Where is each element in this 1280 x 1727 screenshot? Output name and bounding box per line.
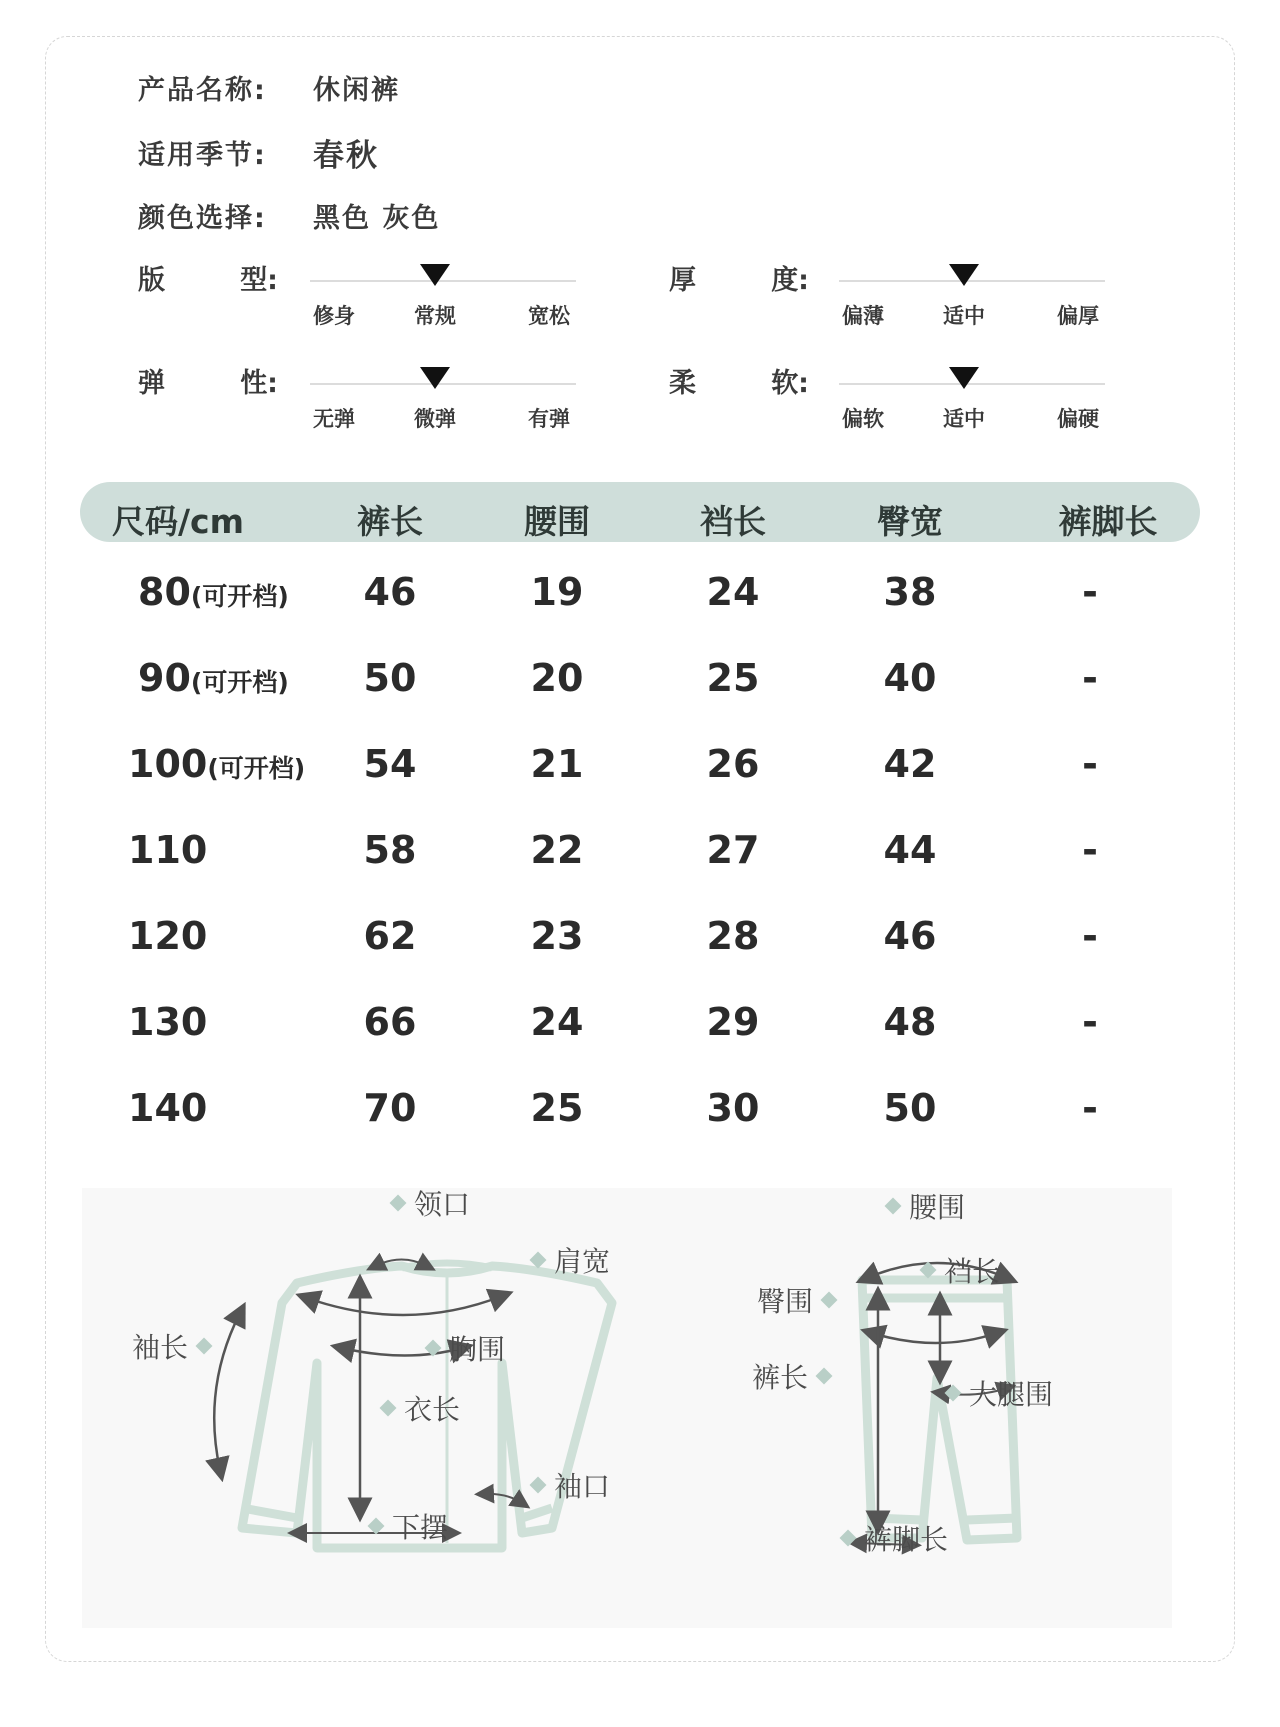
label-hip: 臀围: [757, 1280, 845, 1320]
cell-size: 140: [128, 1086, 208, 1130]
scale-marker: [420, 264, 450, 286]
color-label: 颜色选择:: [138, 203, 267, 234]
scale-option: 常规: [414, 304, 456, 328]
measurement-diagram: [82, 1188, 1172, 1628]
scale-option: 无弹: [313, 407, 355, 431]
label-cuff: 袖口: [522, 1465, 610, 1505]
header-leg-opening: 裤脚长: [1058, 502, 1158, 541]
table-cell: 44: [883, 828, 937, 872]
season-row: [138, 130, 379, 175]
table-cell: 25: [530, 1086, 584, 1130]
label-length: 衣长: [372, 1388, 460, 1428]
table-cell: 62: [363, 914, 417, 958]
scale-label: 厚 度:: [669, 265, 809, 296]
header-pants-length: 裤长: [357, 502, 423, 541]
table-cell: 58: [363, 828, 417, 872]
label-leg-opening: 裤脚长: [832, 1518, 948, 1558]
table-cell: 50: [363, 656, 417, 700]
label-collar: 领口: [382, 1183, 470, 1223]
scale-option: 偏薄: [842, 304, 884, 328]
label-hem: 下摆: [360, 1506, 448, 1546]
cell-size: 110: [128, 828, 208, 872]
header-rise: 裆长: [700, 502, 766, 541]
table-cell: 30: [706, 1086, 760, 1130]
label-shoulder: 肩宽: [522, 1240, 610, 1280]
table-cell: -: [1082, 1000, 1098, 1044]
color-value: 黑色 灰色: [313, 203, 441, 234]
cell-size: 130: [128, 1000, 208, 1044]
table-cell: 40: [883, 656, 937, 700]
table-cell: 27: [706, 828, 760, 872]
header-hip: 臀宽: [877, 502, 943, 541]
table-cell: 28: [706, 914, 760, 958]
scale-option: 适中: [943, 407, 985, 431]
scale-option: 有弹: [528, 407, 570, 431]
label-pants-length: 裤长: [752, 1356, 840, 1396]
scale-option: 宽松: [528, 304, 570, 328]
header-waist: 腰围: [524, 502, 590, 541]
scale-label: 弹 性:: [138, 368, 278, 399]
label-chest: 胸围: [417, 1328, 505, 1368]
label-thigh: 大腿围: [937, 1373, 1053, 1413]
season-label: 适用季节:: [138, 140, 267, 171]
table-cell: 46: [883, 914, 937, 958]
table-cell: 24: [530, 1000, 584, 1044]
scale-option: 适中: [943, 304, 985, 328]
cell-size: 80(可开档): [138, 570, 289, 614]
size-table-header: [80, 482, 1200, 542]
scale-label: 柔 软:: [669, 368, 809, 399]
season-value: 春秋: [313, 138, 379, 174]
scale-option: 修身: [313, 304, 355, 328]
scale-option: 微弹: [414, 407, 456, 431]
scale-option: 偏软: [842, 407, 884, 431]
table-cell: 66: [363, 1000, 417, 1044]
header-size: 尺码/cm: [112, 502, 244, 541]
table-cell: 46: [363, 570, 417, 614]
table-cell: 19: [530, 570, 584, 614]
color-row: [138, 196, 440, 235]
table-cell: 25: [706, 656, 760, 700]
cell-size: 100(可开档): [128, 742, 306, 786]
table-cell: 20: [530, 656, 584, 700]
scale-label: 版 型:: [138, 265, 278, 296]
table-cell: 26: [706, 742, 760, 786]
product-name-label: 产品名称:: [138, 75, 267, 106]
table-cell: -: [1082, 828, 1098, 872]
table-cell: 23: [530, 914, 584, 958]
label-sleeve: 袖长: [132, 1326, 220, 1366]
table-cell: 70: [363, 1086, 417, 1130]
table-cell: -: [1082, 656, 1098, 700]
table-cell: 22: [530, 828, 584, 872]
scale-marker: [949, 264, 979, 286]
table-cell: 24: [706, 570, 760, 614]
scale-option: 偏厚: [1057, 304, 1099, 328]
table-cell: 29: [706, 1000, 760, 1044]
label-waist: 腰围: [877, 1186, 965, 1226]
table-cell: 50: [883, 1086, 937, 1130]
table-cell: -: [1082, 570, 1098, 614]
table-cell: -: [1082, 914, 1098, 958]
table-cell: 42: [883, 742, 937, 786]
label-rise: 裆长: [912, 1250, 1000, 1290]
table-cell: -: [1082, 742, 1098, 786]
table-cell: 54: [363, 742, 417, 786]
product-name-value: 休闲裤: [313, 75, 400, 106]
table-cell: 48: [883, 1000, 937, 1044]
scale-marker: [420, 367, 450, 389]
cell-size: 120: [128, 914, 208, 958]
table-cell: -: [1082, 1086, 1098, 1130]
scale-marker: [949, 367, 979, 389]
cell-size: 90(可开档): [138, 656, 289, 700]
scale-option: 偏硬: [1057, 407, 1099, 431]
table-cell: 21: [530, 742, 584, 786]
table-cell: 38: [883, 570, 937, 614]
product-name-row: [138, 68, 400, 107]
